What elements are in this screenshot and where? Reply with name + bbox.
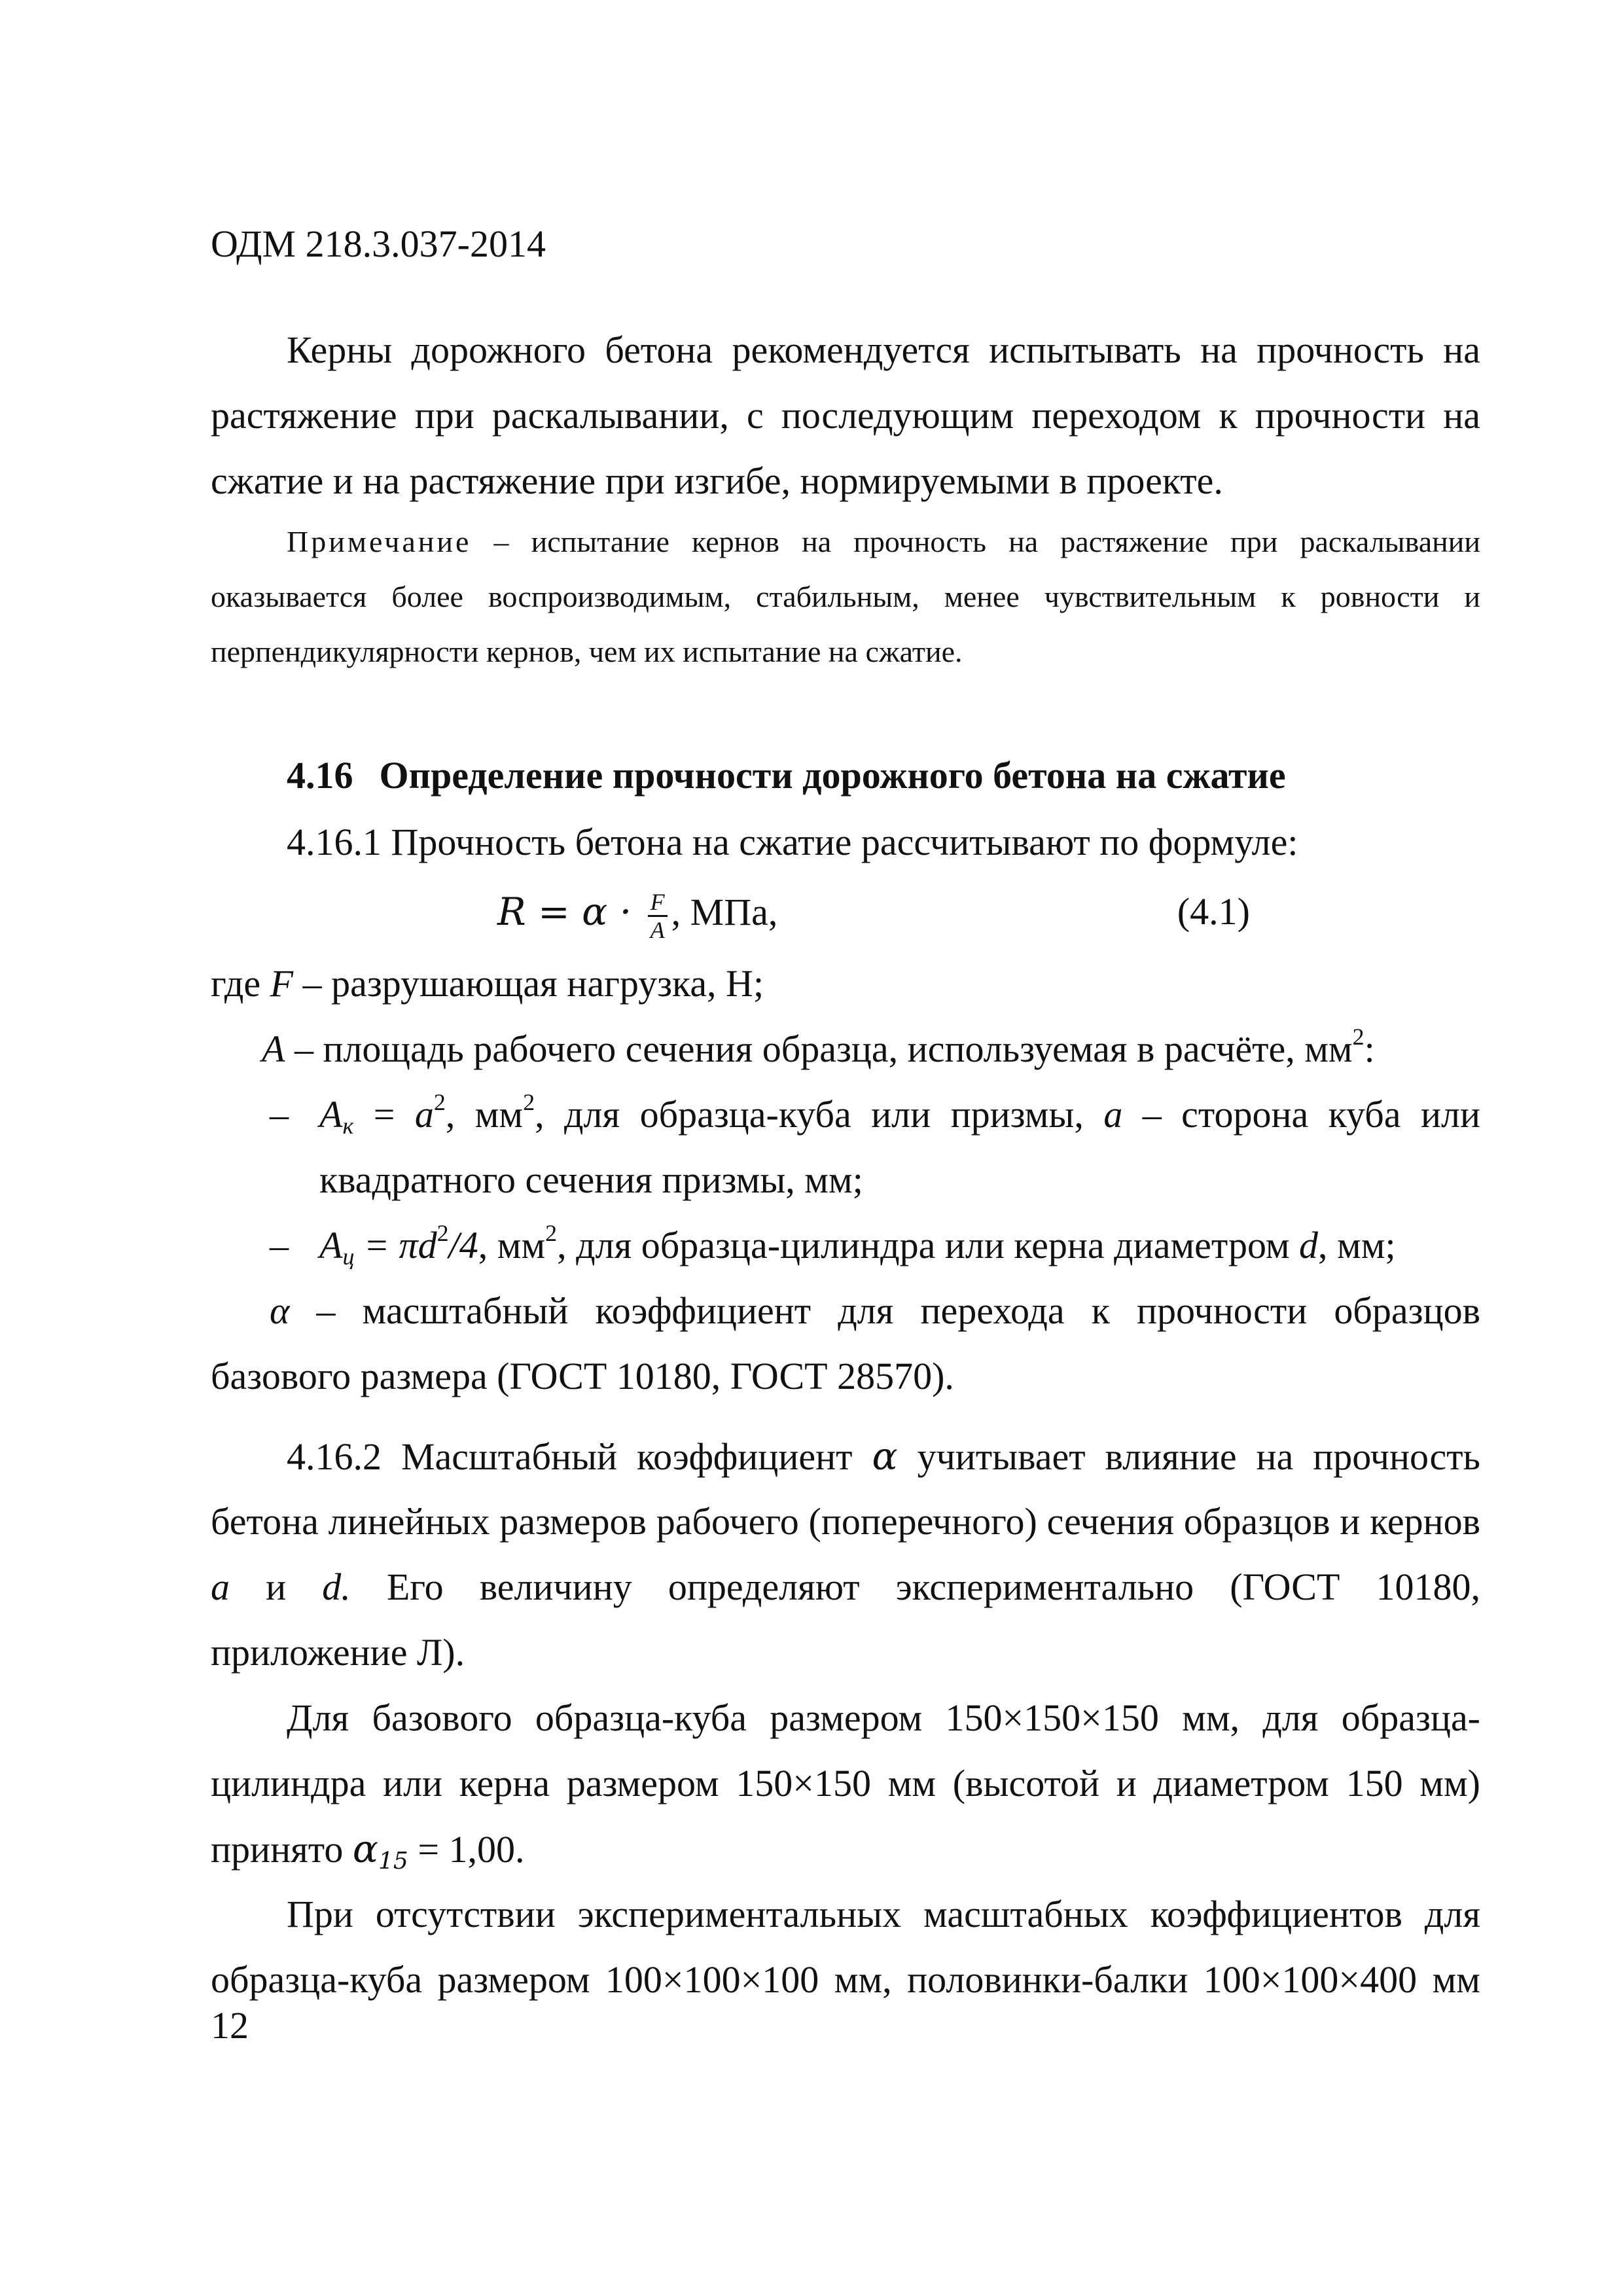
formula-number: (4.1) xyxy=(1177,890,1250,933)
alpha-definition-cont: базового размера (ГОСТ 10180, ГОСТ 28570). xyxy=(211,1355,954,1397)
bullet-cube-area: $A_к = a^2$, $мм^2$, для образца-куба или призмы, a – сторона куба или xyxy=(319,1089,1480,1139)
page-number: 12 xyxy=(211,2004,249,2047)
intro-line-2: растяжение при раскалывании, с последующим переходом к прочности на xyxy=(211,394,1480,437)
bullet-dash-1: – xyxy=(270,1093,289,1136)
section-number: 4.16 xyxy=(287,754,353,797)
note-line-2: оказывается более воспроизводимым, стабильным, менее чувствительным к ровности и xyxy=(211,580,1480,613)
intro-line-1: Керны дорожного бетона рекомендуется испытывать на прочность на xyxy=(287,329,1480,371)
note-line-3: перпендикулярности кернов, чем их испытание на сжатие. xyxy=(211,635,963,668)
formula-unit: , МПа, xyxy=(671,891,778,933)
formula-fraction xyxy=(648,889,668,943)
formula-lhs: R = α · xyxy=(497,889,644,934)
clause-4-16-2-line-3: a и d. Его величину определяют экспериментально (ГОСТ 10180, xyxy=(211,1566,1480,1608)
bullet-dash-2: – xyxy=(270,1224,289,1266)
absence-para-line-1: При отсутствии экспериментальных масштабных коэффициентов для xyxy=(287,1893,1480,1935)
document-code-header: ОДМ 218.3.037-2014 xyxy=(211,223,546,265)
intro-line-3: сжатие и на растяжение при изгибе, нормируемыми в проекте. xyxy=(211,459,1223,502)
clause-4-16-2-line-4: приложение Л). xyxy=(211,1631,465,1674)
formula-denominator: A xyxy=(650,917,665,944)
section-heading xyxy=(287,753,1480,798)
note-line-1: Примечание – испытание кернов на прочность на растяжение при раскалывании xyxy=(287,525,1480,558)
where-f-line: где F – разрушающая нагрузка, Н; xyxy=(211,962,764,1005)
base-para-line-2: цилиндра или керна размером 150×150 мм (высотой и диаметром 150 мм) xyxy=(211,1762,1480,1804)
absence-para-line-2: образца-куба размером 100×100×100 мм, половинки-балки 100×100×400 мм xyxy=(211,1958,1480,2001)
formula-numerator: F xyxy=(648,889,668,917)
area-definition-line: A – площадь рабочего сечения образца, используемая в расчёте, $мм^2$: xyxy=(262,1024,1375,1070)
base-para-line-3: принято $\alpha_{15} = 1,00$. xyxy=(211,1827,525,1875)
bullet-cylinder-area: $A_ц = \pi d^2/4$, $мм^2$, для образца-цилиндра или керна диаметром d, мм; xyxy=(319,1220,1396,1270)
clause-4-16-2-line-2: бетона линейных размеров рабочего (поперечного) сечения образцов и кернов xyxy=(211,1500,1480,1543)
formula-4-1 xyxy=(497,889,1250,943)
clause-4-16-2-line-1: 4.16.2 Масштабный коэффициент α учитывает влияние на прочность xyxy=(287,1434,1480,1479)
section-title: Определение прочности дорожного бетона на сжатие xyxy=(379,754,1286,797)
clause-4-16-1: 4.16.1 Прочность бетона на сжатие рассчитывают по формуле: xyxy=(287,821,1298,863)
bullet-cube-area-cont: квадратного сечения призмы, мм; xyxy=(319,1158,863,1201)
alpha-definition-line: α – масштабный коэффициент для перехода к прочности образцов xyxy=(270,1289,1480,1332)
base-para-line-1: Для базового образца-куба размером 150×150×150 мм, для образца- xyxy=(287,1696,1480,1739)
note-label: Примечание xyxy=(287,525,472,558)
